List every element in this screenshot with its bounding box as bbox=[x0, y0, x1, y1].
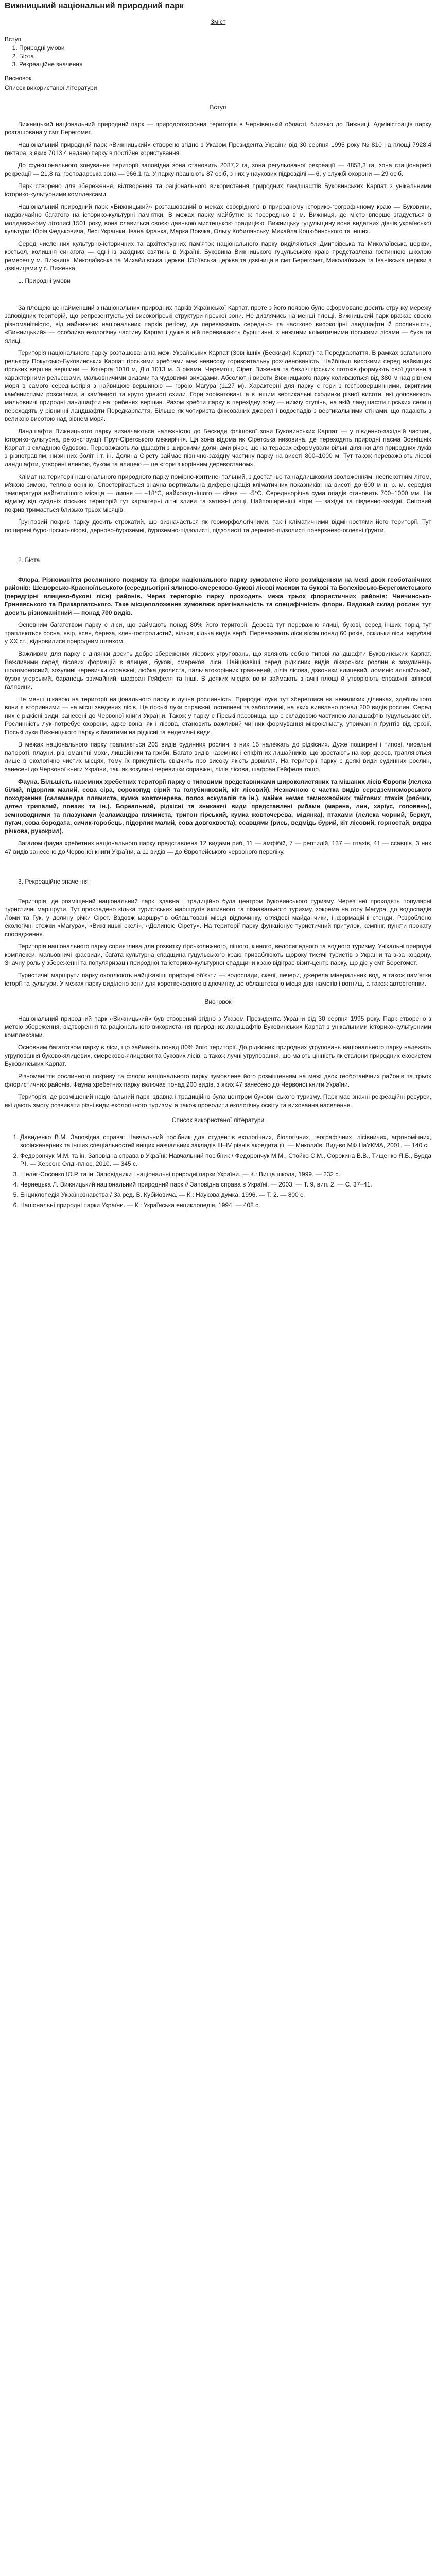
bibliography-item: 6. Національні природні парки України. — К.: Українська енциклопедія, 1994. — 408 с. bbox=[20, 1201, 431, 1209]
conclusions-paragraph: Основним багатством парку є ліси, що займають понад 80% його території. До рідкісних природних угруповань національного парку належать угруповання буково-ялицевих, смереково-ялицевих та букових лісів, а також лучні угруповання, що мають цінність як еталони природних екосистем Буковинських Карпат. bbox=[5, 1044, 431, 1067]
intro-heading: Вступ bbox=[210, 104, 226, 111]
intro-paragraph: Національний природний парк «Вижницький» розташований в межах своєрідного в природному історико-географічному краю — Буковини, надзвичайно багатого на історико-культурні пам'ятки. В межах парку майбутнє ж посередньо в м. Вижниця, де місто вперше згадується в молдавському літописі 1501 року, вона славиться своєю давньою мистецькою традицією. Вижницьку гуцульщину вона видатних діячів української культури: Юрія Федьковича, Лесі Українки, Івана Франка, Марка Вовчка, Ольгу Кобилянську, Михайла Коцюбинського та інших. bbox=[5, 203, 431, 235]
conclusions-paragraph: Національний природний парк «Вижницький» був створений згідно з Указом Президента України від 30 серпня 1995 року. Парк створено з метою збереження, відтворення та раціонального використання природних ландшафтів Буковинських Карпат з унікальними історико-культурними комплексами. bbox=[5, 1015, 431, 1039]
section-2-paragraph: Фауна. Більшість наземних хребетних території парку є типовими представниками широколистяних та мішаних лісів Європи (лелека білий, підорлик малий, сова сіра, сорокопуд сірий та голубинковий, кіт лісовий). Незначною є частка видів середземноморського походження (саламандра плямиста, кумка жовточерева, полоз ескулапів та ін.), майже немає темнохвойних тайгових птахів (рябчик, дятел трипалий, повзик та ін.). Бореальний, рідкісні та зникаючі види представлені рибами (марена, лин, харіус, головень), земноводними та плазунами (саламандра плямиста, тритон гірський, кумка жовточерева, мідянка), птахами (лелека чорний, беркут, пугач, сова бородата, сичик-горобець, підорлик малий, сова довгохвоста), ссавцями (рись, ведмідь бурий, кіт лісовий, горностай, видра річкова, рукокрил). bbox=[5, 778, 431, 835]
conclusions-heading: Висновок bbox=[204, 998, 232, 1005]
intro-paragraph: Національний природний парк «Вижницький» створено згідно з Указом Президента України від 30 серпня 1995 року № 810 на площі 7928,4 гектара, з яких 7013,4 надано парку в постійне користування. bbox=[5, 141, 431, 157]
toc-conclusions: Висновок bbox=[5, 75, 32, 82]
bibliography-item: 3. Шеляг-Сосонко Ю.Р. та ін. Заповідники і національні природні парки України. — К.: Вища школа, 1999. — 232 с. bbox=[20, 1170, 431, 1178]
intro-paragraph: Вижницький національний природний парк — природоохоронна територія в Чернівецькій області, близько до Вижниці. Адміністрація парку розташована у смт Берегомет. bbox=[5, 121, 431, 136]
section-3-title: 3. Рекреаційне значення bbox=[18, 878, 89, 885]
section-2-title: 2. Біота bbox=[18, 556, 40, 564]
toc-heading: Зміст bbox=[210, 18, 226, 25]
section-2-paragraph: Важливим для парку є ділянки досить добре збережених лісових угруповань, що являють собою типові ландшафти Буковинських Карпат. Важливими серед лісових формацій є ялицеві, букові, смерекові ліси. Найцікавіші серед рідкісних видів лікарських рослин є зозулинець шоломоносний, зозулині черевички справжні, любка дволиста, пальчатокорінник травневий, лілія лісова, дзвоники ялицевий, ломиніс альпійський, бузок угорський, баранець звичайний, шафран Гейфеля та інші. В деяких місцях вони займають значні площі й утворюють справжні квіткові галявини. bbox=[5, 650, 431, 690]
section-3-paragraph: Туристичні маршрути парку охоплюють найцікавіші природні об'єкти — водоспади, скелі, печери, джерела мінеральних вод, а також пам'ятки історії та культури. У межах парку виділено зони для короткочасного відпочинку, де облаштовано місця для наметів і вогнищ, а також автостоянки. bbox=[5, 972, 431, 987]
toc-bibliography: Список використаної літератури bbox=[5, 84, 97, 91]
section-3-paragraph: Територія національного парку сприятлива для розвитку гірськолижного, пішого, кінного, велосипедного та водного туризму. Унікальні природні комплекси, мальовничі краєвиди, багата культурна спадщина гуцульського краю приваблюють щороку тисячі туристів з України та з-за кордону. Значну роль у збереженні та популяризації природної та історико-культурної спадщини краю відіграє візит-центр парку, що діє у смт Берегомет. bbox=[5, 943, 431, 967]
section-3-paragraph: Територія, де розміщений національний парк, здавна і традиційно була центром буковинського туризму. Через неї проходять популярні туристичні маршрути. Тут прокладено кілька туристських маршрутів активного та пізнавального туризму, зокрема на гору Магура, до водоспадів Ломи та Гук, у долину річки Сірет. Вздовж маршрутів облаштовані місця відпочинку, оглядові майданчики, інформаційні стенди. Розроблено екологічні стежки «Магура», «Вижницькі скелі», «Долиною Сірету». На території парку функціонує туристичний притулок, кемпінг, пункти прокату спорядження. bbox=[5, 897, 431, 938]
bibliography-item: 4. Чернецька Л. Вижницький національний природний парк // Заповідна справа в Україні. — 2003. — Т. 9, вип. 2. — С. 37–41. bbox=[20, 1180, 431, 1189]
section-1-paragraph: Територія національного парку розташована на межі Українських Карпат (Зовнішніх (Бескиди) Карпат) та Передкарпаття. В рамках загального рельєфу Покутсько-Буковинських Карпат гірськими хребтами має невисоку горизонтальну розчленованість. Найбільш високими серед найвищих гірських вершин вершини — Кочерга 1010 м, Діл 1013 м. З ріками, Черемош, Сірет, Виженка та безліч гірських потоків формують свої долини з характерними рельєфами, мальовничими видами та чудовими виходами. Абсолютні висоти Вижницького парку коливаються від 380 м над рівнем моря в самого середньогір'я з найвищою вершиною — горою Магура (1127 м). Характерні для парку є гори з гостровершинними, вкритими кам'янистими розсипами, а кам'янисті та круто урвисті схили. Гори зорієнтовані, а в іншим вертикальні сходинки різної висоти, які доповнюють мальовничі природні ландшафти на гребенях вершин. Разом хребти парку в перехідну зону — нижчу ступінь, на якій ландшафти гірських селищ переходять у рівнинні ландшафти Передкарпаття. Більше як чотириста фіксованих джерел і водоспадів з вертикальними стінами, що падають з великою висотою над рівнем моря. bbox=[5, 349, 431, 422]
intro-paragraph: До функціонального зонування території заповідна зона становить 2087,2 га, зона регульованої рекреації — 4853,3 га, зона стаціонарної рекреації — 21,8 га, господарська зона — 966,1 га. У парку працюють 87 осіб, з них у наукових підрозділі — 6, у службі охорони — 29 осіб. bbox=[5, 162, 431, 177]
toc-item-1: 1. Природні умови bbox=[19, 44, 431, 52]
toc-list bbox=[5, 44, 431, 69]
section-1-paragraph: Ґрунтовий покрив парку досить строкатий, що визначається як геоморфологічними, так і кліматичними відмінностями його території. Тут поширені буро-гірсько-лісові, дерново-буроземні, буроземно-підзолисті, підзолисті та дерново-підзолисті поверхнево-оглеєні ґрунти. bbox=[5, 518, 431, 534]
table-of-contents bbox=[5, 35, 431, 92]
section-2-paragraph: Флора. Різноманіття рослинного покриву та флори національного парку зумовлене його розміщенням на межі двох геоботанічних районів: Шешорсько-Красноїльського (середньогірні ялиново-смереково-букові лісові масиви та букові та Болехівсько-Берегометського (передгірні ялицево-букові ліси) районів. Через територію парку проходить межа трьох флористичних районів: Чивчинсько-Гринявського та Прикарпатського. Таке місцеположення зумовлює оригінальність та специфічність флори. Видовий склад рослин тут досить різноманітний — понад 700 видів. bbox=[5, 576, 431, 616]
section-1-paragraph: За площею це найменший з національних природних парків Української Карпат, проте з його появою було сформовано досить струнку мережу заповідних територій, що репрезентують усі високогірські структури гірської зони. Не дивлячись на менші площі, Вижницький парк вражає своєю різноманітністю, від найнижчих національних парків регіону, де переважають середньо- та частково високогірні ландшафти й рослинність, «Вижницький» — особливо екологічну частину Карпат і дуже в ній переважають бурштинні, з нижчими кліматичними гірськими лісами — бука та ялиці. bbox=[5, 304, 431, 344]
intro-paragraph: Парк створено для збереження, відтворення та раціонального використання природних ландшафтів Буковинських Карпат з унікальними історико-культурними комплексами. bbox=[5, 182, 431, 198]
page-title: Вижницький національний природний парк bbox=[5, 2, 184, 10]
toc-item-2: 2. Біота bbox=[19, 52, 431, 60]
section-1-title: 1. Природні умови bbox=[18, 277, 71, 284]
section-2-paragraph: Основним багатством парку є ліси, що займають понад 80% його території. Дерева тут переважно ялиці, букові, серед інших порід тут трапляються сосна, явір, ясен, береза, клен-гостролистий, вільха, кілька видів верб. Переважають ліси віком понад 60 років, оскільки ліси, вирубані у XX ст., відновилися природним шляхом. bbox=[5, 621, 431, 645]
section-2-paragraph: Загалом фауна хребетних національного парку представлена 12 видами риб, 11 — амфібій, 7 — рептилій, 137 — птахів, 41 — ссавців. З них 47 видів занесено до Червоної книги України, а 11 видів — до Європейського червоного переліку. bbox=[5, 840, 431, 855]
bibliography-item: 1. Давиденко В.М. Заповідна справа: Навчальний посібник для студентів екологічних, біологічних, географічних, лісівничих, агрономічних, зооінженерних та інших спеціальностей вищих навчальних закладів III–IV рівнів акредитації. — Миколаїв: Вид-во МФ НаУКМА, 2001. — 140 с. bbox=[20, 1133, 431, 1149]
toc-item-3: 3. Рекреаційне значення bbox=[19, 60, 431, 69]
conclusions-paragraph: Територія, де розміщений національний парк, здавна і традиційно була центром буковинського туризму. Парк має значні рекреаційні ресурси, які дають змогу розвивати різні види екологічного туризму, а також проводити екологічну освіту та виховання населення. bbox=[5, 1093, 431, 1109]
conclusions-paragraph: Різноманіття рослинного покриву та флори національного парку зумовлене його розміщенням на межі двох геоботанічних районів та трьох флористичних районів. Фауна хребетних парку включає понад 200 видів, з яких 47 занесено до Червоної книги України. bbox=[5, 1073, 431, 1088]
section-2-paragraph: В межах національного парку трапляється 205 видів судинних рослин, з них 15 належать до рідкісних. Дуже поширені і типові, чисельні папороті, плауни, різноманітні мохи, лишайники та гриби. Багато видів наземних і епіфітних лишайників, що зростають на корі дерев, трапляються лише в екологічно чистих місцях, тому їх присутність свідчить про високу якість довкілля. На території парку є деякі види судинних рослин, занесені до Червоної книги України, такі як зозулині черевички справжні, лілія лісова, шафран Гейфеля тощо. bbox=[5, 741, 431, 773]
bibliography-item: 5. Енциклопедія Українознавства / За ред. В. Кубійовича. — К.: Наукова думка, 1996. — Т. 2. — 800 с. bbox=[20, 1191, 431, 1199]
bibliography-item: 2. Федорончук М.М. та ін. Заповідна справа в Україні: Навчальний посібник / Федорончук М.М., Стойко С.М., Сорокина В.В., Тищенко Я.Б., Бурда Р.І. — Херсон: Олді-плюс, 2010. — 345 с. bbox=[20, 1151, 431, 1168]
bibliography-heading: Список використаної літератури bbox=[171, 1116, 265, 1124]
toc-intro: Вступ bbox=[5, 36, 22, 43]
bibliography-list bbox=[5, 1133, 431, 1209]
section-1-paragraph: Клімат на території національного природного парку помірно-континентальний, з достатньо та надлишковим зволоженням, неспекотним літом, м'якою зимою, теплою осінню. Спостерігається значна вертикальна диференціація кліматичних показників: на висоті до 600 м н. р. м. середня температура найтеплішого місяця — липня — +18°С, найхолоднішого — січня — -5°С. Середньорічна сума опадів становить 700–1000 мм. На відміну від сусідніх гірських територій тут характерні літні зливи та затяжні дощі. Найпоширеніші вітри — західні та південно-західні. Сніговий покрив тримається близько трьох місяців. bbox=[5, 473, 431, 513]
intro-paragraph: Серед численних культурно-історичних та архітектурних пам'яток національного парку виділяються Дмитрівська та Миколаївська церкви, костьол, колишня синагога — одні із західних святинь в Україні. Буковина Вижницького гуцульського краю представлена гостинною школою ремесел у м. Вижниця, Миколаївська та Михайлівська церкви, Юр'ївська церква та дзвіниця в смт Берегомет, Миколаївська та Іванівська церкви з дзвіницями у с. Виженка. bbox=[5, 240, 431, 272]
section-1-paragraph: Ландшафти Вижницького парку визначаються належністю до Бескиди флішової зони Буковинських Карпат — у південно-західній частині, історико-культурна, реконструкції Прут-Сіретського межиріччя. Ця зона відома як Сіретська низовина, де переходять природні пасма Зовнішніх Карпат із складною будовою. Переважають ландшафти з широкими долинами річок, що на терасах сформували вільні ділянки для природних луків з різнотрав'ям, низинних боліт і т. ін. Долина Сірету займає північно-західну частину парку на висоті 800–1000 м. Тут також переважають лісові ландшафти, утворені ялиною, буком та ялицею — це «гори з корінним деревостаном». bbox=[5, 428, 431, 468]
document bbox=[0, 2, 436, 1209]
section-2-paragraph: Не менш цікавою на території національного парку є лучна рослинність. Природні луки тут збереглися на невеликих ділянках, здебільшого вони є вторинними — на місці зведених лісів. Це гірські луки справжні, остепнені та заболочені, на яких виявлено понад 200 видів рослин. Серед них є рідкісні види, занесені до Червоної книги України. Також у парку є Гірські пасовища, що є складовою частиною ландшафтів гуцульських сіл. Рослинність лук потребує охорони, адже вона, як і лісова, становить важливий чинник формування мікроклімату, утримання ґрунтів від ерозії. Гірські луки Вижницького парку є багатими на рідкісні та ендемічні види. bbox=[5, 696, 431, 736]
